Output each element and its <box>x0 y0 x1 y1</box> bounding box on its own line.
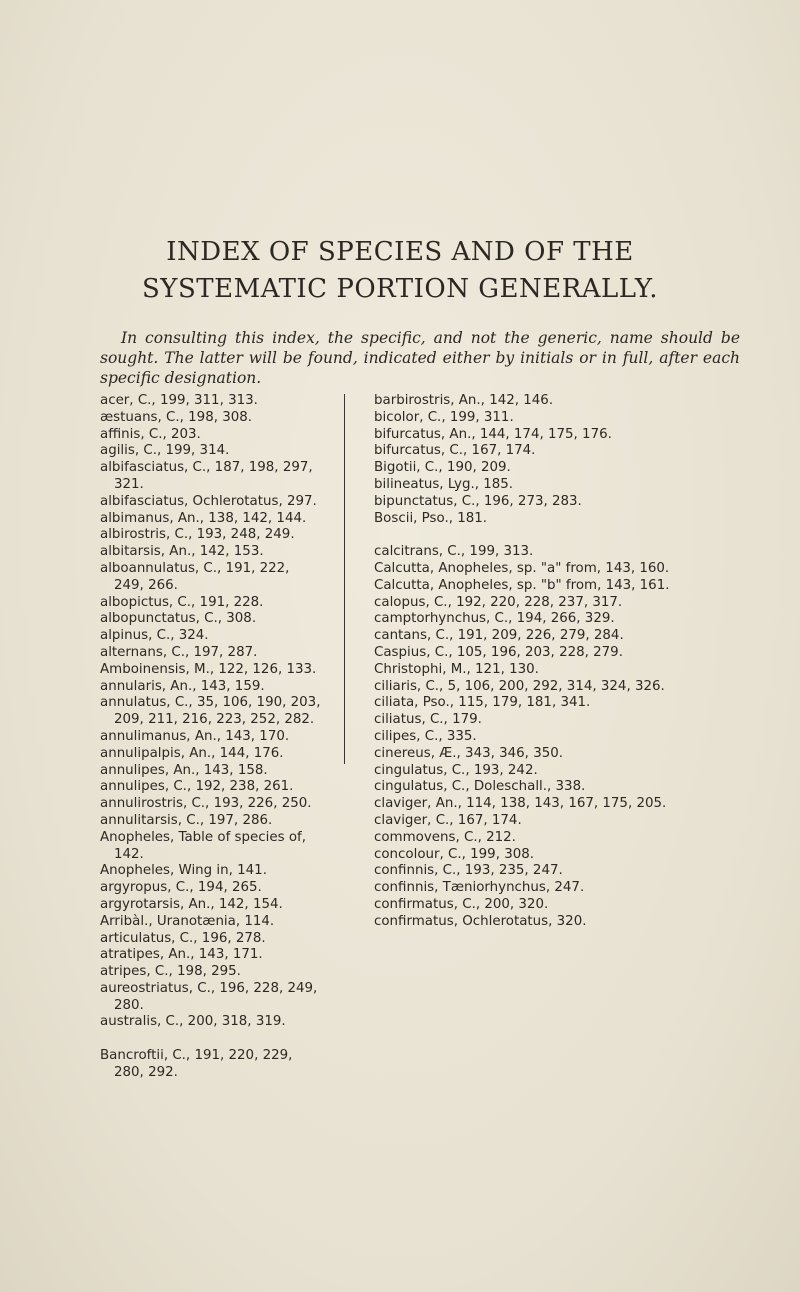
index-entry: claviger, An., 114, 138, 143, 167, 175, 205. <box>374 796 667 812</box>
index-column-left <box>100 393 322 1082</box>
index-entry: calcitrans, C., 199, 313. <box>374 544 534 560</box>
index-entry: alboannulatus, C., 191, 222, 249, 266. <box>100 560 290 593</box>
index-entry: atratipes, An., 143, 171. <box>100 947 263 963</box>
index-entry: Calcutta, Anopheles, sp. "a" from, 143, 160. <box>374 560 670 576</box>
page-title-line-2: SYSTEMATIC PORTION GENERALLY. <box>141 274 658 304</box>
index-entry: bilineatus, Lyg., 185. <box>374 476 514 492</box>
index-entry: camptorhynchus, C., 194, 266, 329. <box>374 611 615 627</box>
column-divider <box>344 394 345 764</box>
index-entry: cinereus, Æ., 343, 346, 350. <box>374 745 564 761</box>
index-group-b <box>100 1048 322 1082</box>
index-entry: claviger, C., 167, 174. <box>374 812 522 828</box>
index-entry: bicolor, C., 199, 311. <box>374 409 514 425</box>
index-entry: concolour, C., 199, 308. <box>374 846 535 862</box>
index-entry: albifasciatus, Ochlerotatus, 297. <box>100 493 317 509</box>
index-entry: Anopheles, Table of species of, 142. <box>100 829 306 862</box>
index-entry: albifasciatus, C., 187, 198, 297, 321. <box>100 460 313 492</box>
index-entry: confinnis, C., 193, 235, 247. <box>374 863 563 879</box>
index-entry: australis, C., 200, 318, 319. <box>100 1014 286 1030</box>
index-entry: annulatus, C., 35, 106, 190, 203, 209, 211, 216, 223, 252, 282. <box>100 695 321 728</box>
index-entry: bifurcatus, C., 167, 174. <box>374 443 536 459</box>
index-entry: ciliata, Pso., 115, 179, 181, 341. <box>374 695 591 711</box>
index-entry: ciliaris, C., 5, 106, 200, 292, 314, 324, 326. <box>374 678 665 694</box>
index-entry: alternans, C., 197, 287. <box>100 644 258 660</box>
index-entry: confirmatus, C., 200, 320. <box>374 896 549 912</box>
index-entry: acer, C., 199, 311, 313. <box>100 393 258 408</box>
index-entry: Bancroftii, C., 191, 220, 229, 280, 292. <box>100 1048 293 1080</box>
index-entry: cilipes, C., 335. <box>374 728 477 744</box>
index-entry: annulitarsis, C., 197, 286. <box>100 812 273 828</box>
index-entry: albitarsis, An., 142, 153. <box>100 544 264 560</box>
index-entry: albopunctatus, C., 308. <box>100 611 257 627</box>
index-entry: Calcutta, Anopheles, sp. "b" from, 143, 161. <box>374 577 670 593</box>
index-entry: cantans, C., 191, 209, 226, 279, 284. <box>374 628 624 644</box>
index-entry: annulirostris, C., 193, 226, 250. <box>100 796 312 812</box>
index-entry: cingulatus, C., 193, 242. <box>374 762 538 778</box>
index-entry: commovens, C., 212. <box>374 829 516 845</box>
index-entry: Boscii, Pso., 181. <box>374 510 488 526</box>
index-entry: albirostris, C., 193, 248, 249. <box>100 527 295 543</box>
index-entry: confirmatus, Ochlerotatus, 320. <box>374 913 587 929</box>
index-entry: ciliatus, C., 179. <box>374 712 482 728</box>
index-entry: argyropus, C., 194, 265. <box>100 880 262 896</box>
index-entry: Caspius, C., 105, 196, 203, 228, 279. <box>374 644 623 660</box>
intro-paragraph: In consulting this index, the specific, and not the generic, name should be sought. The latter will be found, indicated either by initials or in full, after each specific designation. <box>100 328 740 387</box>
index-entry: annulipalpis, An., 144, 176. <box>100 745 284 761</box>
index-entry: alpinus, C., 324. <box>100 628 209 644</box>
index-entry: annulipes, An., 143, 158. <box>100 762 268 778</box>
index-entry: albopictus, C., 191, 228. <box>100 594 264 610</box>
index-entry: Amboinensis, M., 122, 126, 133. <box>100 661 317 677</box>
index-entry: aureostriatus, C., 196, 228, 249, 280. <box>100 980 318 1013</box>
index-entry: Arribàl., Uranotænia, 114. <box>100 913 275 929</box>
index-group-c <box>374 544 700 930</box>
index-entry: æstuans, C., 198, 308. <box>100 409 253 425</box>
index-entry: Christophi, M., 121, 130. <box>374 661 539 677</box>
index-entry: atripes, C., 198, 295. <box>100 964 241 980</box>
index-entry: articulatus, C., 196, 278. <box>100 930 266 946</box>
index-entry: annulipes, C., 192, 238, 261. <box>100 779 294 795</box>
index-entry: cingulatus, C., Doleschall., 338. <box>374 779 586 795</box>
index-entry: bifurcatus, An., 144, 174, 175, 176. <box>374 426 612 442</box>
index-entry: affinis, C., 203. <box>100 426 201 442</box>
index-entry: bipunctatus, C., 196, 273, 283. <box>374 493 582 509</box>
index-entry: confinnis, Tæniorhynchus, 247. <box>374 880 585 896</box>
group-spacer <box>374 527 700 544</box>
index-entry: annulimanus, An., 143, 170. <box>100 728 290 744</box>
index-entry: annularis, An., 143, 159. <box>100 678 265 694</box>
index-column-right <box>374 393 700 931</box>
index-entry: Anopheles, Wing in, 141. <box>100 863 267 879</box>
index-group-b-cont <box>374 393 700 527</box>
index-entry: Bigotii, C., 190, 209. <box>374 460 511 476</box>
index-entry: barbirostris, An., 142, 146. <box>374 393 554 408</box>
index-group-a <box>100 393 322 1031</box>
index-entry: calopus, C., 192, 220, 228, 237, 317. <box>374 594 623 610</box>
index-entry: argyrotarsis, An., 142, 154. <box>100 896 283 912</box>
index-entry: agilis, C., 199, 314. <box>100 443 230 459</box>
group-spacer <box>100 1031 322 1048</box>
page-title-line-1: INDEX OF SPECIES AND OF THE <box>166 237 634 267</box>
index-entry: albimanus, An., 138, 142, 144. <box>100 510 307 526</box>
